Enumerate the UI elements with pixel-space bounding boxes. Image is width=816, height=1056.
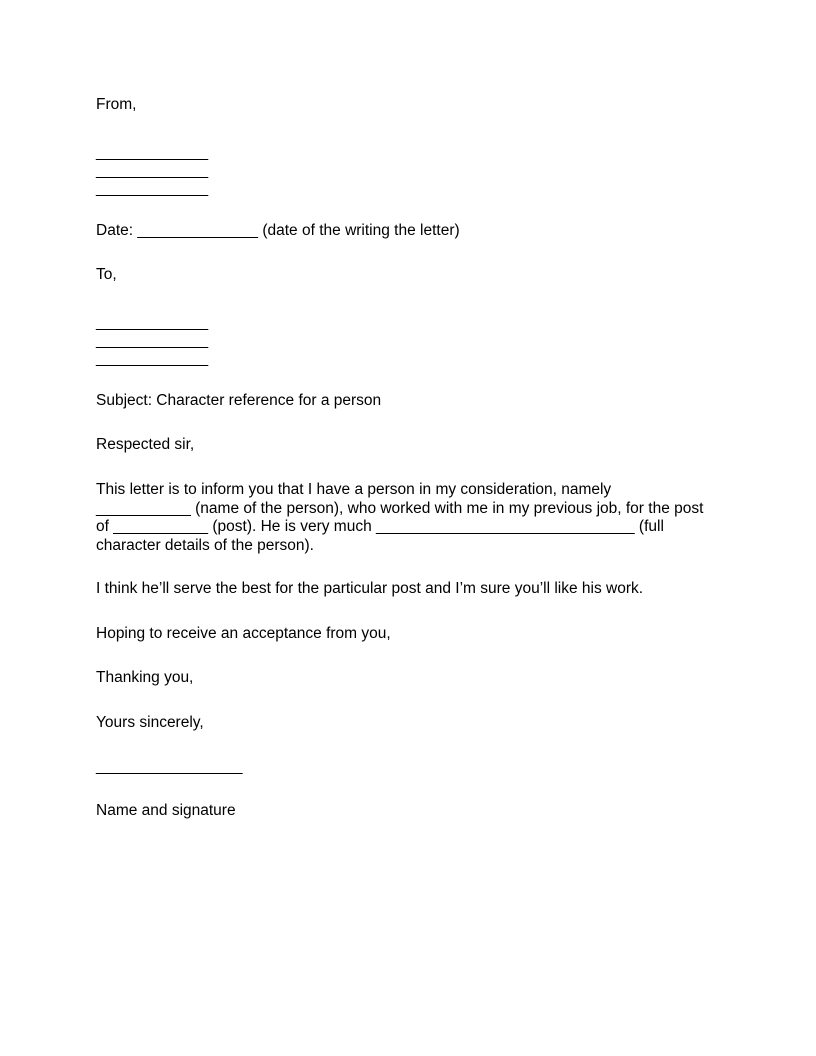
to-blank-line: _____________ [96, 350, 209, 367]
serve-line: I think he’ll serve the best for the particular post and I’m sure you’ll like his work. [96, 580, 644, 597]
thanking-line: Thanking you, [96, 669, 194, 686]
hoping-line: Hoping to receive an acceptance from you, [96, 625, 391, 642]
body-line: character details of the person). [96, 536, 314, 554]
from-blank-line: _____________ [96, 144, 209, 161]
body-line: ___________ (name of the person), who worked with me in my previous job, for the post [96, 499, 704, 517]
from-blank-line: _____________ [96, 180, 209, 197]
to-blank-line: _____________ [96, 314, 209, 331]
from-label: From, [96, 96, 137, 113]
closing-line: Yours sincerely, [96, 714, 204, 731]
signature-blank-line: _________________ [96, 758, 243, 775]
signature-label: Name and signature [96, 802, 236, 819]
body-line: This letter is to inform you that I have a person in my consideration, namely [96, 481, 612, 498]
body-paragraph [96, 481, 716, 555]
subject-line: Subject: Character reference for a person [96, 392, 382, 409]
from-blank-line: _____________ [96, 162, 209, 179]
to-label: To, [96, 266, 117, 283]
date-line: Date: ______________ (date of the writing the letter) [96, 222, 460, 239]
salutation: Respected sir, [96, 436, 195, 453]
to-blank-line: _____________ [96, 332, 209, 349]
body-line: of ___________ (post). He is very much ______________________________ (full [96, 518, 664, 535]
